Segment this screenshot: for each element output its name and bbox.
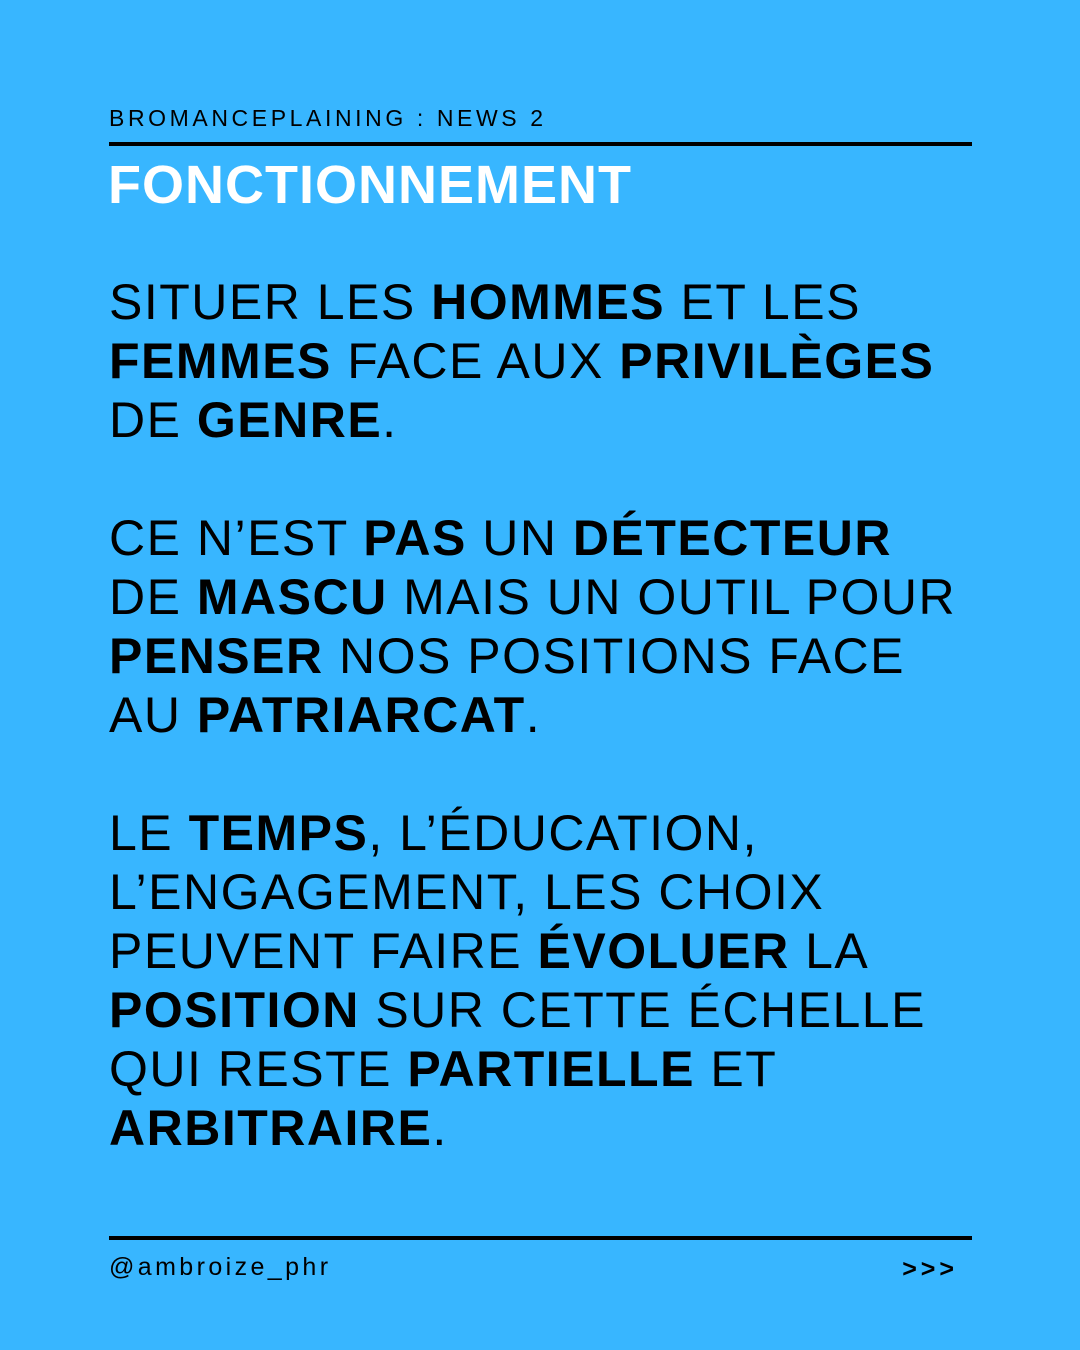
text-run: . — [382, 392, 398, 448]
text-run: MAIS UN OUTIL POUR — [387, 569, 957, 625]
text-run: SITUER LES — [109, 274, 432, 330]
text-run: SUR CETTE ÉCHELLE — [359, 982, 926, 1038]
text-run: L’ENGAGEMENT, LES CHOIX — [109, 864, 825, 920]
text-run: FACE AUX — [331, 333, 620, 389]
text-line — [109, 863, 1009, 922]
bottom-divider — [109, 1236, 972, 1240]
emphasis-text: ARBITRAIRE — [109, 1100, 433, 1156]
emphasis-text: DÉTECTEUR — [572, 510, 892, 566]
text-line — [109, 627, 1009, 686]
text-run: ET — [694, 1041, 778, 1097]
emphasis-text: HOMMES — [431, 274, 666, 330]
page-title: FONCTIONNEMENT — [108, 155, 632, 215]
paragraph-3 — [109, 804, 1009, 1158]
emphasis-text: PENSER — [109, 628, 324, 684]
text-run: NOS POSITIONS FACE — [323, 628, 906, 684]
emphasis-text: ÉVOLUER — [537, 923, 790, 979]
text-line — [109, 509, 1009, 568]
text-run: DE — [109, 569, 197, 625]
text-run: UN — [466, 510, 573, 566]
paragraph-1 — [109, 273, 1009, 450]
text-line — [109, 981, 1009, 1040]
next-slide-arrows[interactable]: >>> — [902, 1255, 958, 1283]
text-run: , L’ÉDUCATION, — [368, 805, 758, 861]
emphasis-text: MASCU — [196, 569, 388, 625]
emphasis-text: PAS — [363, 510, 467, 566]
text-line — [109, 804, 1009, 863]
emphasis-text: PARTIELLE — [407, 1041, 695, 1097]
author-handle: @ambroize_phr — [109, 1253, 332, 1281]
emphasis-text: PRIVILÈGES — [619, 333, 935, 389]
text-run: AU — [109, 687, 197, 743]
emphasis-text: TEMPS — [188, 805, 369, 861]
text-line — [109, 1099, 1009, 1158]
text-run: DE — [109, 392, 197, 448]
emphasis-text: GENRE — [196, 392, 383, 448]
text-run: . — [432, 1100, 448, 1156]
emphasis-text: PATRIARCAT — [196, 687, 526, 743]
text-run: PEUVENT FAIRE — [109, 923, 538, 979]
top-divider — [109, 142, 972, 146]
series-kicker: BROMANCEPLAINING : NEWS 2 — [109, 105, 547, 131]
text-line — [109, 332, 1009, 391]
emphasis-text: POSITION — [109, 982, 360, 1038]
text-line — [109, 273, 1009, 332]
text-run: LE — [109, 805, 189, 861]
paragraph-2 — [109, 509, 1009, 745]
text-line — [109, 686, 1009, 745]
text-line — [109, 1040, 1009, 1099]
text-run: LA — [789, 923, 870, 979]
text-line — [109, 391, 1009, 450]
text-run: CE N’EST — [109, 510, 364, 566]
text-run: ET LES — [665, 274, 861, 330]
emphasis-text: FEMMES — [109, 333, 332, 389]
text-run: QUI RESTE — [109, 1041, 408, 1097]
text-line — [109, 922, 1009, 981]
text-line — [109, 568, 1009, 627]
text-run: . — [525, 687, 542, 743]
